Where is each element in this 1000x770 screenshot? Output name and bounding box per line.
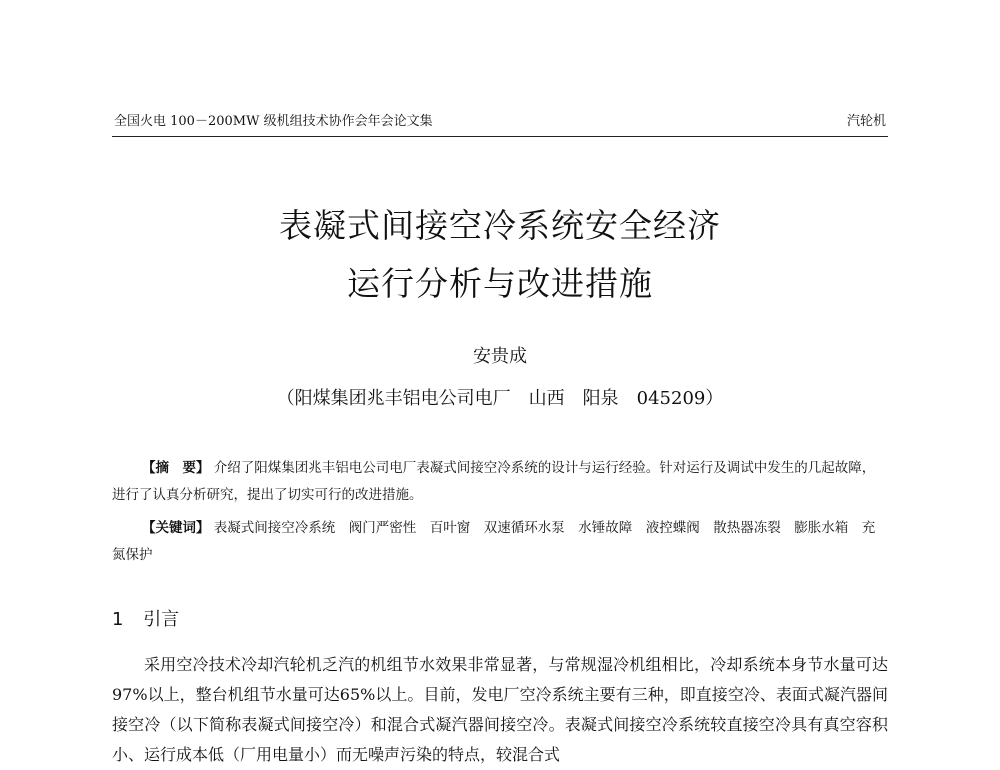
- abstract: [112, 455, 888, 509]
- author-affiliation: （阳煤集团兆丰铝电公司电厂 山西 阳泉 045209）: [276, 388, 724, 409]
- abstract-text: 介绍了阳煤集团兆丰铝电公司电厂表凝式间接空冷系统的设计与运行经验。针对运行及调试中发生的几起故障，进行了认真分析研究，提出了切实可行的改进措施。: [112, 460, 876, 503]
- paper-title-line-2: 运行分析与改进措施: [347, 264, 653, 303]
- body-paragraph: 采用空冷技术冷却汽轮机乏汽的机组节水效果非常显著，与常规湿冷机组相比，冷却系统本身节水量可达97%以上，整台机组节水量可达65%以上。目前，发电厂空冷系统主要有三种，即直接空冷、表面式凝汽器间接空冷（以下简称表凝式间接空冷）和混合式凝汽器间接空冷。表凝式间接空冷系统较直接空冷具有真空容积小、运行成本低（厂用电量小）而无噪声污染的特点，较混合式: [112, 655, 888, 764]
- keywords: [112, 515, 888, 569]
- header-proceedings-title: 全国火电 100－200MW 级机组技术协作会年会论文集: [114, 114, 433, 129]
- keywords-label: 【关键词】: [142, 520, 210, 536]
- section-heading: [112, 605, 179, 631]
- section-number: 1: [112, 609, 124, 630]
- section-title: 引言: [143, 609, 180, 630]
- author-name: 安贵成: [473, 346, 527, 367]
- abstract-label: 【摘 要】: [142, 460, 210, 476]
- running-header: [112, 112, 888, 137]
- keywords-text: 表凝式间接空冷系统 阀门严密性 百叶窗 双速循环水泵 水锤故障 液控蝶阀 散热器冻裂 膨胀水箱 充氮保护: [112, 520, 876, 563]
- paper-title-line-1: 表凝式间接空冷系统安全经济: [279, 206, 721, 245]
- header-section-name: 汽轮机: [846, 114, 886, 129]
